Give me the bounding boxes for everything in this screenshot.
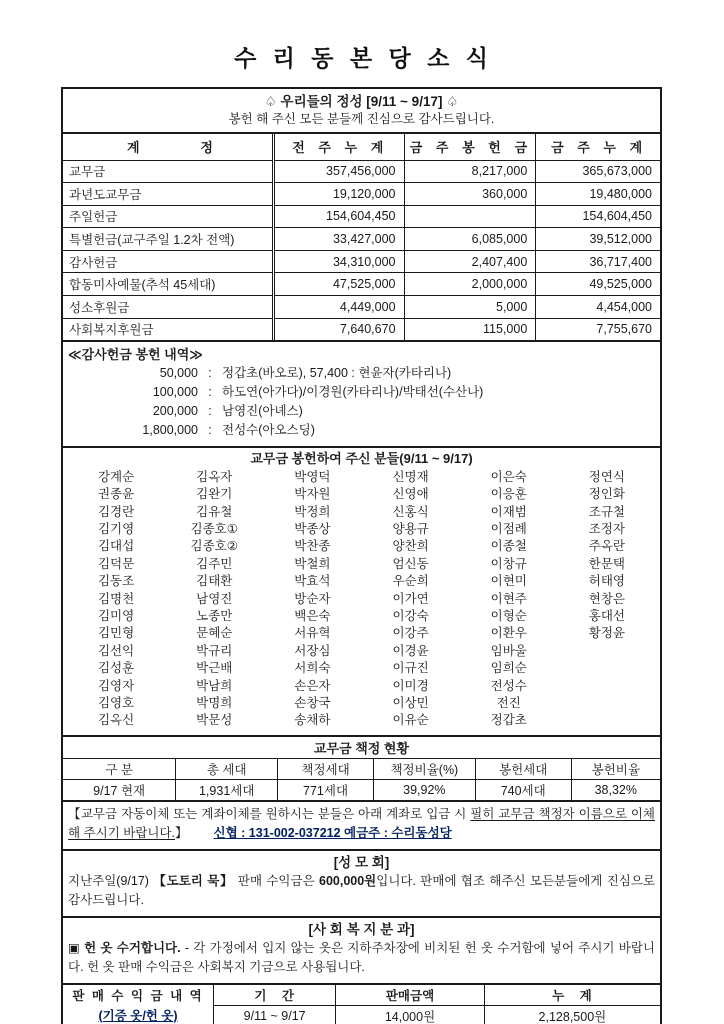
seongmohoe-box	[61, 849, 662, 918]
thanks-line	[63, 421, 660, 440]
donor-name: 한문택	[588, 556, 626, 571]
donor-name: 이은숙	[490, 469, 527, 484]
assessment-value-cell: 1,931세대	[176, 779, 278, 801]
week-total-cell: 365,673,000	[536, 160, 661, 183]
donor-name: 박근배	[196, 661, 233, 676]
sales-header-total: 누 계	[484, 984, 661, 1006]
donor-name: 양찬희	[392, 539, 429, 554]
donor-name: 정인화	[588, 487, 626, 502]
week-total-cell: 39,512,000	[536, 228, 661, 251]
welfare-box	[61, 916, 662, 985]
offering-header-box	[61, 87, 662, 134]
donor-name: 이강숙	[392, 609, 429, 623]
donor-name: 박정희	[294, 504, 331, 519]
thanks-amount: 1,800,000	[142, 422, 198, 437]
seongmohoe-body	[68, 872, 655, 911]
donor-name: 양용규	[392, 521, 429, 536]
offering-header-row	[62, 133, 661, 160]
donor-name: 김종호①	[190, 521, 238, 536]
donor-name: 정갑초	[490, 713, 527, 728]
thanks-colon: :	[208, 384, 212, 399]
donor-name: 이미경	[392, 678, 429, 693]
donor-name: 신홍식	[392, 504, 429, 519]
donor-name: 이현주	[490, 591, 527, 606]
offering-row	[62, 228, 661, 251]
donor-name	[558, 678, 656, 695]
col-header-account-left: 계	[127, 140, 140, 156]
donor-name: 김경란	[97, 504, 135, 519]
welfare-body-text: - 각 가정에서 입지 않는 옷은 지하주차장에 비치된 헌 옷 수거함에 넣어 주시기 바랍니다. 헌 옷 판매 수익금은 사회복지 기금으로 사용됩니다.	[68, 940, 655, 975]
donor-name: 임바울	[490, 643, 527, 658]
donor-name: 김옥신	[97, 713, 135, 728]
welfare-lead: ▣ 헌 옷 수거합니다.	[68, 940, 181, 955]
offering-table	[61, 132, 662, 342]
col-header-week-offering: 금 주 봉 헌 금	[404, 133, 536, 160]
donor-name: 김종호②	[190, 539, 238, 554]
account-cell: 과년도교무금	[62, 183, 273, 206]
donor-name: 이종철	[490, 539, 527, 554]
donor-name: 박찬종	[294, 539, 331, 554]
week-total-cell: 36,717,400	[536, 250, 661, 273]
account-cell: 합동미사예물(추석 45세대)	[62, 273, 273, 296]
seongmohoe-body-mid: 판매 수익금은	[233, 873, 319, 888]
assessment-header-cell: 봉헌세대	[475, 758, 571, 779]
bulletin-content	[61, 87, 662, 1024]
week-offering-cell: 115,000	[404, 318, 536, 341]
seongmohoe-item-name: 【도토리 묵】	[153, 873, 234, 888]
donor-name: 김유철	[196, 504, 233, 519]
donors-title: 교무금 봉헌하여 주신 분들(9/11 ~ 9/17)	[250, 450, 473, 466]
assessment-value-cell: 39,92%	[373, 779, 475, 801]
donor-name: 김명천	[97, 591, 135, 606]
assessment-value-cell: 771세대	[278, 779, 374, 801]
seongmohoe-body-post: 입니다. 판매에 협조 해주신 모든분들에게 진심으로 감사드립니다.	[68, 873, 655, 908]
week-total-cell: 49,525,000	[536, 273, 661, 296]
week-offering-cell: 6,085,000	[404, 228, 536, 251]
donor-name: 이재범	[490, 504, 527, 519]
donor-name: 이규진	[392, 661, 429, 676]
account-cell: 교무금	[62, 160, 273, 183]
col-header-prev-total: 전 주 누 계	[273, 133, 404, 160]
assessment-title-row	[62, 736, 661, 759]
donors-box	[61, 446, 662, 737]
donor-name: 신영애	[392, 487, 429, 502]
seongmohoe-body-pre: 지난주일(9/17)	[68, 873, 154, 888]
donor-name: 우순희	[392, 574, 429, 589]
week-offering-cell: 8,217,000	[404, 160, 536, 183]
donor-name: 황정윤	[588, 626, 626, 641]
donor-name: 김성훈	[97, 661, 135, 676]
thanks-amount: 50,000	[159, 365, 198, 380]
week-offering-cell: 2,407,400	[404, 250, 536, 273]
donor-name: 남영진	[196, 591, 233, 606]
donor-name: 박자원	[294, 487, 331, 502]
donor-name: 손은자	[294, 678, 331, 693]
donor-name: 노종만	[196, 609, 233, 623]
prev-total-cell: 7,640,670	[273, 318, 404, 341]
thanks-donors: 전성수(아오스딩)	[222, 422, 315, 437]
thanks-donors: 남영진(아녜스)	[222, 403, 303, 418]
prev-total-cell: 33,427,000	[273, 228, 404, 251]
sales-header-row	[62, 984, 661, 1006]
assessment-table	[61, 735, 662, 802]
week-total-cell: 4,454,000	[536, 296, 661, 319]
donor-name: 김태환	[196, 574, 233, 589]
donor-name	[558, 643, 656, 660]
prev-total-cell: 19,120,000	[273, 183, 404, 206]
prev-total-cell: 47,525,000	[273, 273, 404, 296]
week-total-cell: 154,604,450	[536, 205, 661, 228]
transfer-note-box	[61, 800, 662, 851]
account-cell: 주일헌금	[62, 205, 273, 228]
week-offering-cell	[404, 205, 536, 228]
donor-name: 현창은	[588, 591, 626, 606]
week-offering-cell: 5,000	[404, 296, 536, 319]
donor-name: 박철희	[294, 556, 331, 571]
donor-name: 박영덕	[294, 469, 331, 484]
donor-name: 이상민	[392, 696, 429, 711]
prev-total-cell: 154,604,450	[273, 205, 404, 228]
donor-name: 이가연	[392, 591, 429, 606]
thanks-colon: :	[208, 403, 212, 418]
thanks-line	[63, 364, 660, 383]
assessment-header-cell: 총 세대	[176, 758, 278, 779]
offering-title: ♤ 우리들의 정성 [9/11 ~ 9/17] ♤	[264, 94, 459, 109]
donors-grid	[67, 469, 656, 730]
week-offering-cell: 2,000,000	[404, 273, 536, 296]
donor-name: 김옥자	[196, 469, 233, 484]
donor-name	[558, 695, 656, 712]
donor-name: 김주민	[196, 556, 233, 571]
assessment-data-row	[62, 779, 661, 801]
assessment-header-cell: 책정세대	[278, 758, 374, 779]
donor-name: 정연식	[588, 469, 626, 484]
donor-name: 김대섭	[97, 539, 135, 554]
thanks-donors: 하도연(아가다)/이경원(카타리나)/박태선(수산나)	[222, 384, 484, 399]
sales-label-line2: (기증 옷/헌 옷)	[98, 1008, 178, 1023]
donor-name: 조규철	[588, 504, 626, 519]
account-cell: 성소후원금	[62, 296, 273, 319]
donor-name: 이유순	[392, 713, 429, 728]
donor-name: 서장심	[294, 643, 331, 658]
assessment-header-cell: 책정비율(%)	[373, 758, 475, 779]
donor-name: 전성수	[490, 678, 527, 693]
sales-label-line1: 판 매 수 익 금 내 역	[72, 988, 204, 1003]
col-header-account	[62, 133, 273, 160]
sales-period-cell: 9/11 ~ 9/17	[214, 1005, 336, 1024]
offering-row	[62, 318, 661, 341]
bank-account-text: 신협 : 131-002-037212 예금주 : 수리동성당	[213, 826, 452, 841]
week-total-cell: 7,755,670	[536, 318, 661, 341]
offering-row	[62, 250, 661, 273]
offering-row	[62, 183, 661, 206]
donor-name	[558, 712, 656, 729]
donor-name: 김영호	[97, 696, 135, 711]
donor-name: 김선익	[97, 643, 135, 658]
donor-name: 김미영	[97, 609, 135, 623]
sales-table	[61, 983, 662, 1024]
donor-name: 이강주	[392, 626, 429, 641]
donor-name: 이점례	[490, 521, 527, 536]
page-title: 수 리 동 본 당 소 식	[234, 45, 490, 71]
seongmohoe-header: [성 모 회]	[333, 854, 390, 870]
donor-name: 김민형	[97, 626, 135, 641]
account-cell: 감사헌금	[62, 250, 273, 273]
col-header-account-right: 정	[200, 140, 213, 156]
donor-name: 허태영	[588, 574, 626, 589]
thanks-donors: 정갑초(바오로), 57,400 : 현윤자(카타리나)	[222, 365, 452, 380]
account-cell: 특별헌금(교구주일 1.2차 전액)	[62, 228, 273, 251]
assessment-header-cell: 구 분	[62, 758, 176, 779]
transfer-note-part3: 】	[175, 826, 188, 841]
prev-total-cell: 357,456,000	[273, 160, 404, 183]
col-header-week-total: 금 주 누 계	[536, 133, 661, 160]
prev-total-cell: 4,449,000	[273, 296, 404, 319]
donor-name: 이형순	[490, 609, 527, 623]
assessment-value-cell: 740세대	[475, 779, 571, 801]
donor-name: 김덕문	[97, 556, 135, 571]
donor-name: 박문성	[196, 713, 233, 728]
thanks-amount: 200,000	[152, 403, 198, 418]
sales-header-amount: 판매금액	[336, 984, 485, 1006]
donor-name: 김동조	[97, 574, 135, 589]
account-cell: 사회복지후원금	[62, 318, 273, 341]
welfare-body	[68, 939, 655, 978]
donor-name: 박명희	[196, 696, 233, 711]
donor-name: 이환우	[490, 626, 527, 641]
donor-name: 신명재	[392, 469, 429, 484]
thanks-colon: :	[208, 365, 212, 380]
week-total-cell: 19,480,000	[536, 183, 661, 206]
assessment-value-cell: 38,32%	[571, 779, 661, 801]
thanks-line	[63, 383, 660, 402]
donor-name: 주옥란	[588, 539, 626, 554]
sales-label-cell	[62, 984, 214, 1024]
welfare-header: [사 회 복 지 분 과]	[308, 921, 415, 937]
donor-name: 임희순	[490, 661, 527, 676]
transfer-note-underlined: 필히 교무금 책정자 이름으로 이체해 주시기 바랍니다.	[68, 806, 655, 841]
thanks-line	[63, 402, 660, 421]
donor-name: 조정자	[588, 521, 626, 536]
donor-name: 이응훈	[490, 487, 527, 502]
offering-row	[62, 296, 661, 319]
assessment-value-cell: 9/17 현재	[62, 779, 176, 801]
donor-name: 박종상	[294, 521, 331, 536]
assessment-title: 교무금 책정 현황	[62, 736, 661, 759]
thanks-colon: :	[208, 422, 212, 437]
donor-name: 엄신동	[392, 556, 429, 571]
donor-name: 서희숙	[294, 661, 331, 676]
week-offering-cell: 360,000	[404, 183, 536, 206]
donor-name: 문혜순	[196, 626, 233, 641]
donor-name: 이경윤	[392, 643, 429, 658]
offering-row	[62, 205, 661, 228]
transfer-note-part1: 【교무금 자동이체 또는 계좌이체를 원하시는 분들은 아래 계좌로 입금 시	[68, 806, 471, 821]
sales-total-cell: 2,128,500원	[484, 1005, 661, 1024]
prev-total-cell: 34,310,000	[273, 250, 404, 273]
donor-name: 김완기	[196, 487, 233, 502]
donor-name: 권종윤	[97, 487, 135, 502]
offering-row	[62, 160, 661, 183]
donor-name: 이창규	[490, 556, 527, 571]
donor-name: 강계순	[97, 469, 135, 484]
sales-header-period: 기 간	[214, 984, 336, 1006]
donor-name: 송채하	[294, 713, 331, 728]
donor-name	[558, 660, 656, 677]
transfer-note-text	[68, 805, 655, 844]
donor-name: 홍대선	[588, 609, 626, 623]
thanks-detail-box	[61, 340, 662, 448]
donor-name: 박효석	[294, 574, 331, 589]
thanks-amount: 100,000	[152, 384, 198, 399]
thanks-detail-title: ≪감사헌금 봉헌 내역≫	[68, 346, 203, 362]
offering-row	[62, 273, 661, 296]
assessment-header-cell: 봉헌비율	[571, 758, 661, 779]
donor-name: 박규리	[196, 643, 233, 658]
donor-name: 김영자	[97, 678, 135, 693]
donor-name: 손창국	[294, 696, 331, 711]
seongmohoe-proceeds-amount: 600,000원	[319, 873, 377, 888]
donor-name: 방순자	[294, 591, 331, 606]
assessment-header-row	[62, 758, 661, 779]
donor-name: 백은숙	[294, 609, 331, 623]
donor-name: 서유혁	[294, 626, 331, 641]
donor-name: 이현미	[490, 574, 527, 589]
donor-name: 김기영	[97, 521, 135, 536]
donor-name: 전진	[496, 696, 521, 711]
offering-subtitle: 봉헌 해 주신 모든 분들께 진심으로 감사드립니다.	[228, 112, 495, 126]
sales-amount-cell: 14,000원	[336, 1005, 485, 1024]
donor-name: 박남희	[196, 678, 233, 693]
